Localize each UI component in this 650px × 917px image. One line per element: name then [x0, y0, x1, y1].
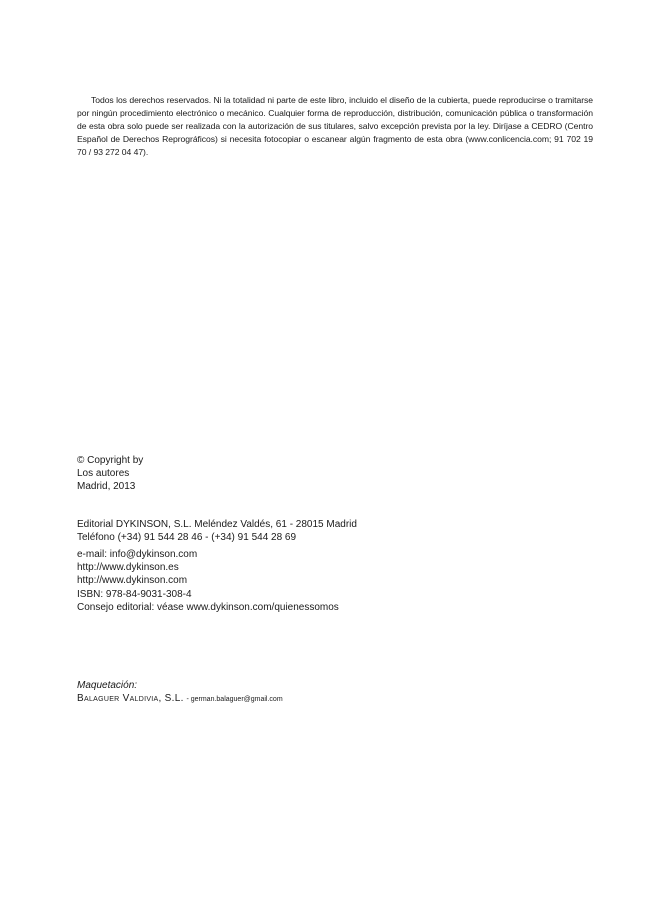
contact-web-es: http://www.dykinson.es [77, 562, 179, 574]
layout-credit-title: Maquetación: [77, 680, 138, 691]
layout-credit [77, 679, 283, 706]
rights-notice: Todos los derechos reservados. Ni la totalidad ni parte de este libro, incluido el diseño de la cubierta, puede reproducirse o tramitarse por ningún procedimiento electrónico o mecánico. Cualquier forma de reproducción, distribución, comunicación pública o transformación de esta obra solo puede ser realizada con la autorización de sus titulares, salvo excepción prevista por la ley. Diríjase a CEDRO (Centro Español de Derechos Reprográficos) si necesita fotocopiar o escanear algún fragmento de esta obra (www.conlicencia.com; 91 702 19 70 / 93 272 04 47). [77, 95, 593, 158]
copyright-block [77, 454, 143, 494]
contact-web-com: http://www.dykinson.com [77, 575, 188, 587]
editorial-board: Consejo editorial: véase www.dykinson.com/quienessomos [77, 601, 339, 613]
publisher-phone: Teléfono (+34) 91 544 28 46 - (+34) 91 544 28 69 [77, 532, 297, 544]
copyright-line: © Copyright by [77, 455, 144, 466]
layout-credit-name: Balaguer Valdivia, S.L. [77, 693, 184, 705]
copyright-holder: Los autores [77, 468, 130, 480]
contact-email: e-mail: info@dykinson.com [77, 549, 198, 560]
contact-block [77, 548, 339, 614]
publisher-address: Editorial DYKINSON, S.L. Meléndez Valdés, 61 - 28015 Madrid [77, 519, 357, 530]
publisher-block [77, 518, 357, 544]
copyright-place-year: Madrid, 2013 [77, 481, 136, 493]
layout-credit-line [77, 692, 283, 706]
isbn: ISBN: 978-84-9031-308-4 [77, 588, 192, 600]
layout-credit-email: - german.balaguer@gmail.com [186, 696, 283, 704]
